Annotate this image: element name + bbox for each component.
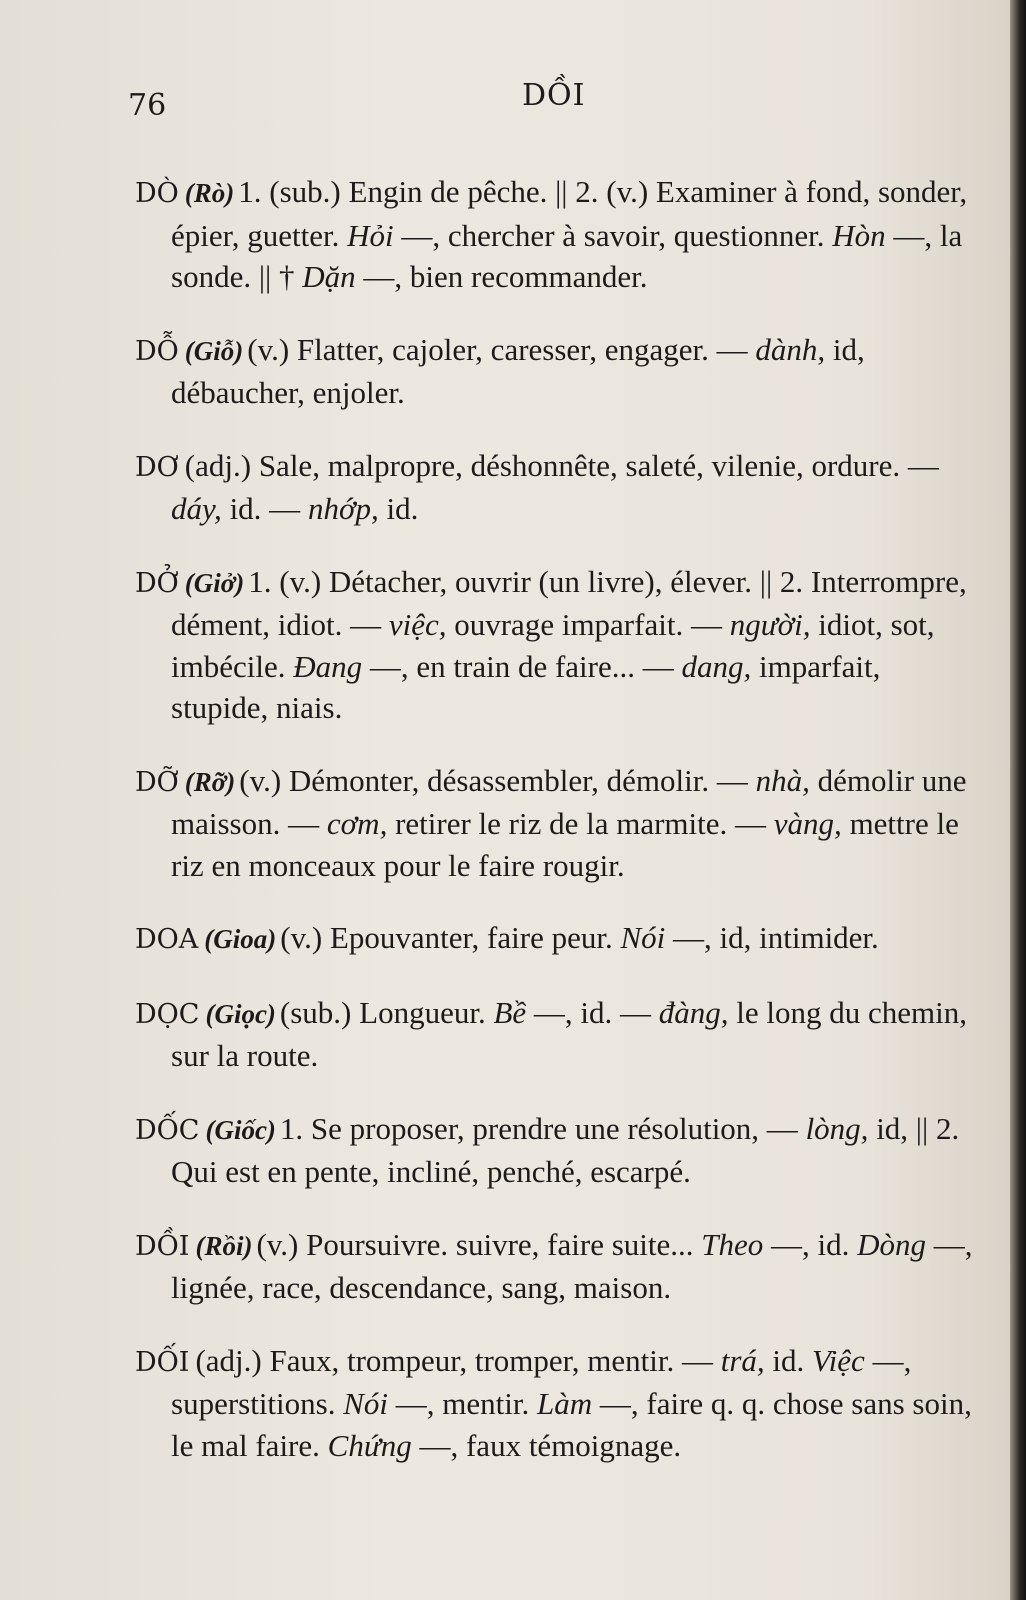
dictionary-entry xyxy=(135,1340,975,1467)
entry-definition-text: 1. (sub.) Engin de pêche. || 2. (v.) Examiner à fond, sonder, épier, guetter. xyxy=(171,174,968,253)
entry-definition-text: —, la sonde. || † xyxy=(171,217,963,294)
entry-example-term: cơm, xyxy=(326,806,388,841)
entry-definition-text: (adj.) Faux, trompeur, tromper, mentir. — xyxy=(195,1342,721,1378)
dictionary-entry xyxy=(135,445,975,530)
entry-definition-text: —, superstitions. xyxy=(171,1342,912,1421)
entry-example-term: Dòng xyxy=(857,1226,927,1262)
entry-headword: DỌC xyxy=(135,998,200,1030)
entry-definition-text: —, faire q. q. chose sans soin, le mal faire. xyxy=(171,1386,972,1463)
entry-definition-text: —, id, intimider. xyxy=(665,920,879,955)
dictionary-entry xyxy=(135,760,975,887)
entry-variant: (Giọc) xyxy=(205,998,276,1029)
entry-headword: DỒI xyxy=(135,1230,190,1262)
dictionary-entry xyxy=(135,329,975,414)
entry-definition-text: (v.) Démonter, désassembler, démolir. — xyxy=(239,762,756,798)
entry-definition-text: id, || 2. Qui est en pente, incliné, penché, escarpé. xyxy=(171,1110,960,1189)
page-number: 76 xyxy=(128,88,167,123)
entry-example-term: Nói xyxy=(620,920,666,955)
entry-example-term: Làm xyxy=(537,1386,593,1421)
entry-variant: (Rỡ) xyxy=(184,766,236,797)
entry-definition-text: —, id. xyxy=(763,1226,858,1262)
entry-example-term: Theo xyxy=(701,1226,764,1262)
entry-headword: DỖ xyxy=(135,335,179,367)
entry-headword: DÒ xyxy=(135,178,179,209)
entry-definition-text: id. — xyxy=(221,491,308,526)
entry-example-term: dành, xyxy=(755,331,826,367)
entry-headword: DOA xyxy=(135,924,199,955)
entry-definition-text: 1. (v.) Détacher, ouvrir (un livre), élever. || 2. Interrompre, dément, idiot. — xyxy=(171,563,967,642)
dictionary-entry xyxy=(135,992,975,1077)
entry-example-term: dang, xyxy=(681,648,752,684)
entry-example-term: nhớp, xyxy=(307,491,379,526)
entry-definition-text: (v.) Poursuivre. suivre, faire suite... xyxy=(256,1226,702,1262)
entry-example-term: lòng, xyxy=(805,1110,869,1146)
entry-definition-text: —, id. — xyxy=(526,994,659,1030)
entry-variant: (Giở) xyxy=(184,567,245,598)
entry-definition-text: —, lignée, race, descendance, sang, maison. xyxy=(171,1226,973,1305)
entry-definition-text: ouvrage imparfait. — xyxy=(446,607,730,642)
entry-headword: DỠ xyxy=(135,766,179,798)
entry-example-term: Nói xyxy=(343,1386,389,1421)
entry-example-term: Đang xyxy=(293,648,363,684)
dictionary-entry xyxy=(135,917,975,961)
entry-definition-text: mettre le riz en monceaux pour le faire rougir. xyxy=(171,806,959,883)
entry-example-term: dáy, xyxy=(171,491,222,526)
entry-variant: (Giỗ) xyxy=(184,335,244,366)
entry-example-term: Bề xyxy=(493,994,527,1030)
entry-example-term: nhà, xyxy=(755,762,810,798)
entry-definition-text: —, mentir. xyxy=(388,1386,537,1421)
entry-example-term: trá, xyxy=(720,1342,765,1378)
entry-headword: DỐC xyxy=(135,1114,200,1146)
entry-example-term: Chứng xyxy=(327,1427,412,1463)
entry-example-term: Hỏi xyxy=(347,217,394,253)
entry-example-term: Việc xyxy=(812,1342,865,1378)
dictionary-entry xyxy=(135,1108,975,1193)
entry-definition-text: (v.) Flatter, cajoler, caresser, engager. — xyxy=(247,331,756,367)
entry-variant: (Rò) xyxy=(184,178,235,208)
entry-definition-text: imparfait, stupide, niais. xyxy=(171,648,881,725)
entry-variant: (Rồi) xyxy=(195,1230,253,1261)
entry-variant: (Giốc) xyxy=(205,1114,276,1145)
entry-list xyxy=(135,140,975,1475)
entry-headword: DỐI xyxy=(135,1346,190,1378)
entry-definition-text: id. xyxy=(764,1342,813,1378)
entry-definition-text: —, chercher à savoir, questionner. xyxy=(393,217,833,253)
entry-definition-text: démolir une maisson. — xyxy=(171,762,967,841)
entry-definition-text: id. xyxy=(378,491,419,526)
entry-definition-text: 1. Se proposer, prendre une résolution, — xyxy=(279,1110,806,1146)
entry-headword: DỞ xyxy=(135,567,179,599)
entry-definition-text: retirer le riz de la marmite. — xyxy=(387,806,774,841)
entry-definition-text: id, débaucher, enjoler. xyxy=(171,331,865,410)
entry-definition-text: —, faux témoignage. xyxy=(411,1427,682,1463)
entry-definition-text: (v.) Epouvanter, faire peur. xyxy=(280,920,621,955)
dictionary-entry xyxy=(135,1224,975,1309)
entry-definition-text: (adj.) Sale, malpropre, déshonnête, saleté, vilenie, ordure. — xyxy=(184,447,939,483)
entry-definition-text: (sub.) Longueur. xyxy=(279,994,494,1030)
entry-example-term: Dặn xyxy=(302,259,356,294)
running-head: DỒI xyxy=(522,78,586,113)
page-edge xyxy=(1010,0,1026,1600)
entry-example-term: vàng, xyxy=(773,806,842,841)
entry-example-term: Hòn xyxy=(832,217,886,253)
entry-variant: (Gioa) xyxy=(204,924,277,954)
entry-example-term: việc, xyxy=(388,607,447,642)
page-header xyxy=(0,70,1010,130)
dictionary-entry xyxy=(135,561,975,729)
entry-headword: DƠ xyxy=(135,451,179,483)
entry-definition-text: le long du chemin, sur la route. xyxy=(171,994,968,1073)
entry-example-term: người, xyxy=(729,607,811,642)
dictionary-entry xyxy=(135,171,975,298)
entry-definition-text: —, bien recommander. xyxy=(355,259,648,294)
entry-definition-text: idiot, sot, imbécile. xyxy=(171,607,935,684)
entry-example-term: đàng, xyxy=(658,994,729,1030)
entry-definition-text: —, en train de faire... — xyxy=(362,648,682,684)
